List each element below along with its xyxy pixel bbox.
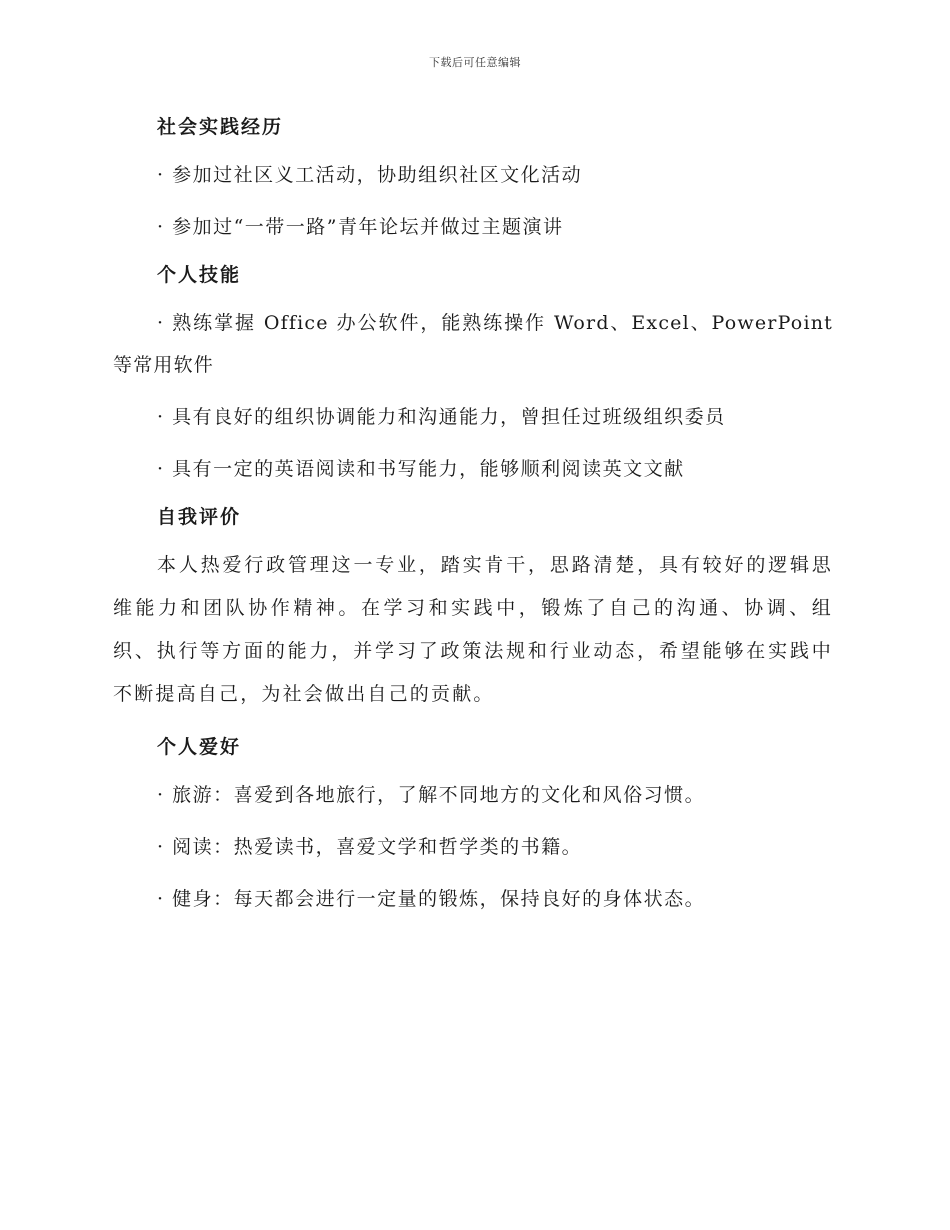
skills-item: · 熟练掌握 Office 办公软件，能熟练操作 Word、Excel、PowerPoint 等常用软件 (113, 312, 833, 376)
practice-item: · 参加过“一带一路”青年论坛并做过主题演讲 (157, 216, 564, 238)
hobby-item: · 阅读：热爱读书，喜爱文学和哲学类的书籍。 (157, 836, 583, 858)
section-title-self-evaluation: 自我评价 (157, 506, 242, 528)
resume-content (113, 110, 833, 920)
section-skills (113, 258, 833, 490)
hobby-item: · 旅游：喜爱到各地旅行，了解不同地方的文化和风俗习惯。 (157, 784, 706, 806)
section-title-hobbies: 个人爱好 (157, 736, 242, 758)
practice-item: · 参加过社区义工活动，协助组织社区文化活动 (157, 164, 583, 186)
skills-item: · 具有一定的英语阅读和书写能力，能够顺利阅读英文文献 (157, 458, 685, 480)
section-title-practice: 社会实践经历 (157, 116, 284, 138)
page-header-note: 下载后可任意编辑 (429, 56, 521, 69)
hobby-item: · 健身：每天都会进行一定量的锻炼，保持良好的身体状态。 (157, 888, 706, 910)
self-evaluation-paragraph: 本人热爱行政管理这一专业，踏实肯干，思路清楚，具有较好的逻辑思维能力和团队协作精神。在学习和实践中，锻炼了自己的沟通、协调、组织、执行等方面的能力，并学习了政策法规和行业动态，希望能够在实践中不断提高自己，为社会做出自己的贡献。 (113, 554, 833, 705)
section-practice (113, 110, 833, 248)
section-self-evaluation (113, 500, 833, 716)
section-title-skills: 个人技能 (157, 264, 242, 286)
section-hobbies (113, 730, 833, 920)
skills-item: · 具有良好的组织协调能力和沟通能力，曾担任过班级组织委员 (157, 406, 726, 428)
